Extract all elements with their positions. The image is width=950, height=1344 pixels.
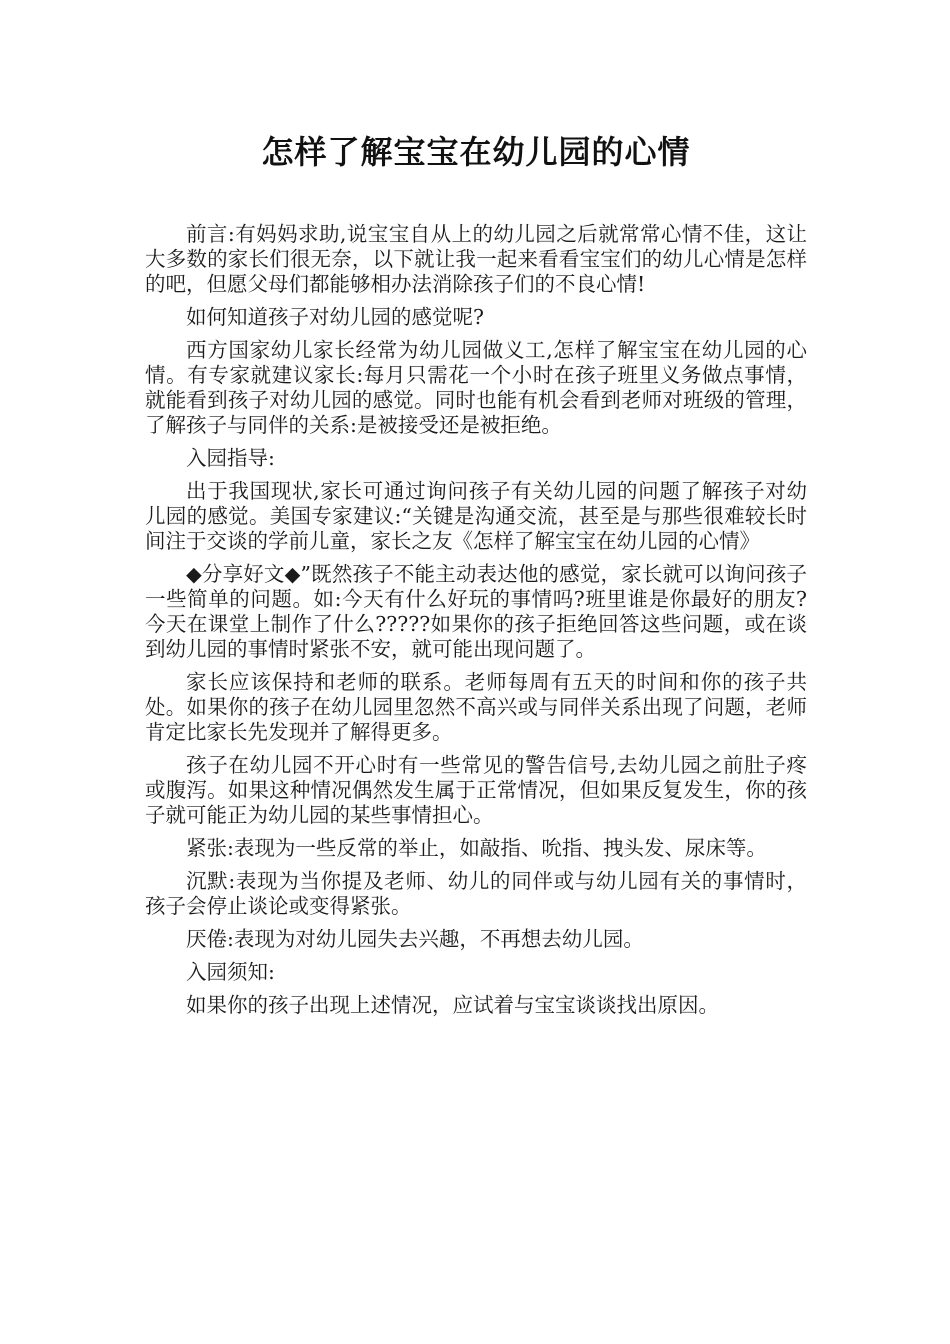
paragraph-talk-with-baby: 如果你的孩子出现上述情况，应试着与宝宝谈谈找出原因。 xyxy=(186,993,719,1017)
paragraph-contact-teacher: 家长应该保持和老师的联系。老师每周有五天的时间和你的孩子共处。如果你的孩子在幼儿园里忽然不高兴或与同伴关系出现了问题，老师肯定比家长先发现并了解得更多。 xyxy=(145,670,807,744)
paragraph-preface: 前言:有妈妈求助,说宝宝自从上的幼儿园之后就常常心情不佳，这让大多数的家长们很无奈，以下就让我一起来看看宝宝们的幼儿心情是怎样的吧，但愿父母们都能够相办法消除孩子们的不良心情! xyxy=(145,222,807,296)
paragraph-nervous: 紧张:表现为一些反常的举止，如敲指、吮指、拽头发、尿床等。 xyxy=(186,836,767,860)
paragraph-question: 如何知道孩子对幼儿园的感觉呢? xyxy=(186,305,484,329)
paragraph-heading-notice: 入园须知: xyxy=(186,960,275,984)
paragraph-ask-child: 出于我国现状,家长可通过询问孩子有关幼儿园的问题了解孩子对幼儿园的感觉。美国专家建议:“关键是沟通交流，甚至是与那些很难较长时间注于交谈的学前儿童，家长之友《怎样了解宝宝在幼儿园的心情》 xyxy=(145,479,807,553)
paragraph-simple-questions: ◆分享好文◆”既然孩子不能主动表达他的感觉，家长就可以询问孩子一些简单的问题。如:今天有什么好玩的事情吗?班里谁是你最好的朋友?今天在课堂上制作了什么?????如果你的孩子拒绝回答这些问题，或在谈到幼儿园的事情时紧张不安，就可能出现问题了。 xyxy=(145,562,807,661)
document-page xyxy=(145,0,807,1026)
paragraph-bored: 厌倦:表现为对幼儿园失去兴趣，不再想去幼儿园。 xyxy=(186,927,644,951)
paragraph-silent: 沉默:表现为当你提及老师、幼儿的同伴或与幼儿园有关的事情时，孩子会停止谈论或变得紧张。 xyxy=(145,869,807,918)
paragraph-warning-signs: 孩子在幼儿园不开心时有一些常见的警告信号,去幼儿园之前肚子疼或腹泻。如果这种情况偶然发生属于正常情况，但如果反复发生，你的孩子就可能正为幼儿园的某些事情担心。 xyxy=(145,753,807,827)
paragraph-heading-guidance: 入园指导: xyxy=(186,446,275,470)
document-body xyxy=(145,222,807,1018)
paragraph-western-volunteer: 西方国家幼儿家长经常为幼儿园做义工,怎样了解宝宝在幼儿园的心情。有专家就建议家长:每月只需花一个小时在孩子班里义务做点事情，就能看到孩子对幼儿园的感觉。同时也能有机会看到老师对班级的管理，了解孩子与同伴的关系:是被接受还是被拒绝。 xyxy=(145,338,807,437)
document-title: 怎样了解宝宝在幼儿园的心情 xyxy=(261,133,691,171)
